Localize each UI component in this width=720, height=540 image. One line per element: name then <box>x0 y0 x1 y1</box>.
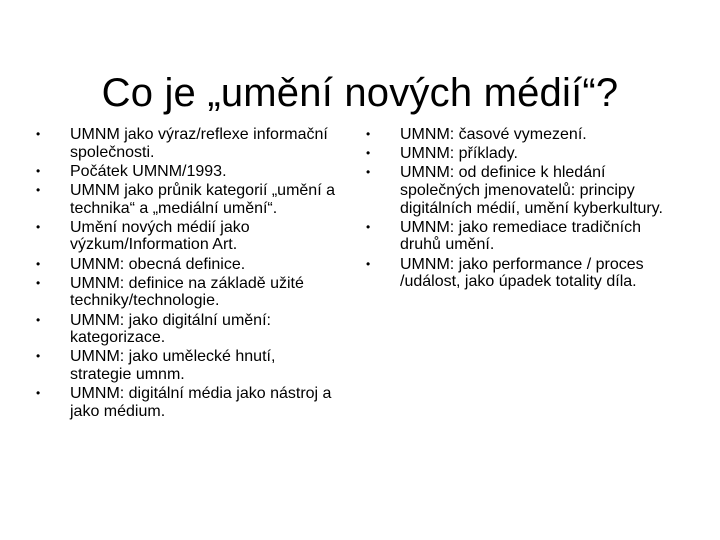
list-item <box>366 145 682 163</box>
list-item <box>36 348 336 383</box>
list-item-text: UMNM jako výraz/reflexe informační společnosti. <box>70 126 328 161</box>
bullet-icon: • <box>366 256 371 271</box>
list-item-text: UMNM: jako umělecké hnutí, strategie umnm. <box>70 348 276 383</box>
list-item <box>36 385 336 420</box>
bullet-icon: • <box>36 386 41 401</box>
bullet-icon: • <box>36 182 41 197</box>
list-item <box>36 163 336 181</box>
list-item <box>36 219 336 254</box>
list-item-text: UMNM: příklady. <box>400 145 518 163</box>
right-bullet-list <box>366 126 682 292</box>
list-item-text: UMNM: jako digitální umění: kategorizace. <box>70 311 271 347</box>
list-item <box>36 275 336 310</box>
bullet-icon: • <box>36 275 41 290</box>
bullet-icon: • <box>366 165 371 180</box>
left-bullet-list <box>36 126 336 422</box>
list-item-text: UMNM: obecná definice. <box>70 255 246 273</box>
bullet-icon: • <box>366 146 371 161</box>
bullet-icon: • <box>366 219 371 234</box>
list-item <box>36 312 336 347</box>
bullet-icon: • <box>36 127 41 141</box>
list-item-text: UMNM: časové vymezení. <box>400 126 587 143</box>
list-item <box>366 126 682 144</box>
list-item-text: UMNM jako průnik kategorií „umění a technika“ a „mediální umění“. <box>70 181 335 217</box>
bullet-icon: • <box>36 163 41 178</box>
bullet-icon: • <box>36 349 41 364</box>
list-item-text: UMNM: jako remediace tradičních druhů umění. <box>400 218 641 254</box>
list-item <box>36 126 336 161</box>
bullet-icon: • <box>36 219 41 234</box>
list-item <box>36 182 336 217</box>
list-item-text: Počátek UMNM/1993. <box>70 162 227 180</box>
list-item-text: UMNM: digitální média jako nástroj a jako médium. <box>70 385 332 420</box>
list-item <box>366 256 682 291</box>
list-item-text: UMNM: definice na základě užité techniky/technologie. <box>70 274 304 310</box>
bullet-icon: • <box>36 312 41 327</box>
list-item-text: UMNM: od definice k hledání společných jmenovatelů: principy digitálních médií, umění kyberkultury. <box>400 164 663 217</box>
list-item <box>366 219 682 254</box>
slide-title: Co je „umění nových médií“? <box>101 70 619 115</box>
bullet-icon: • <box>36 256 41 271</box>
list-item-text: Umění nových médií jako výzkum/Information Art. <box>70 218 250 254</box>
list-item-text: UMNM: jako performance / proces /událost, jako úpadek totality díla. <box>400 255 644 291</box>
bullet-icon: • <box>366 127 371 141</box>
list-item <box>366 164 682 217</box>
list-item <box>36 256 336 274</box>
